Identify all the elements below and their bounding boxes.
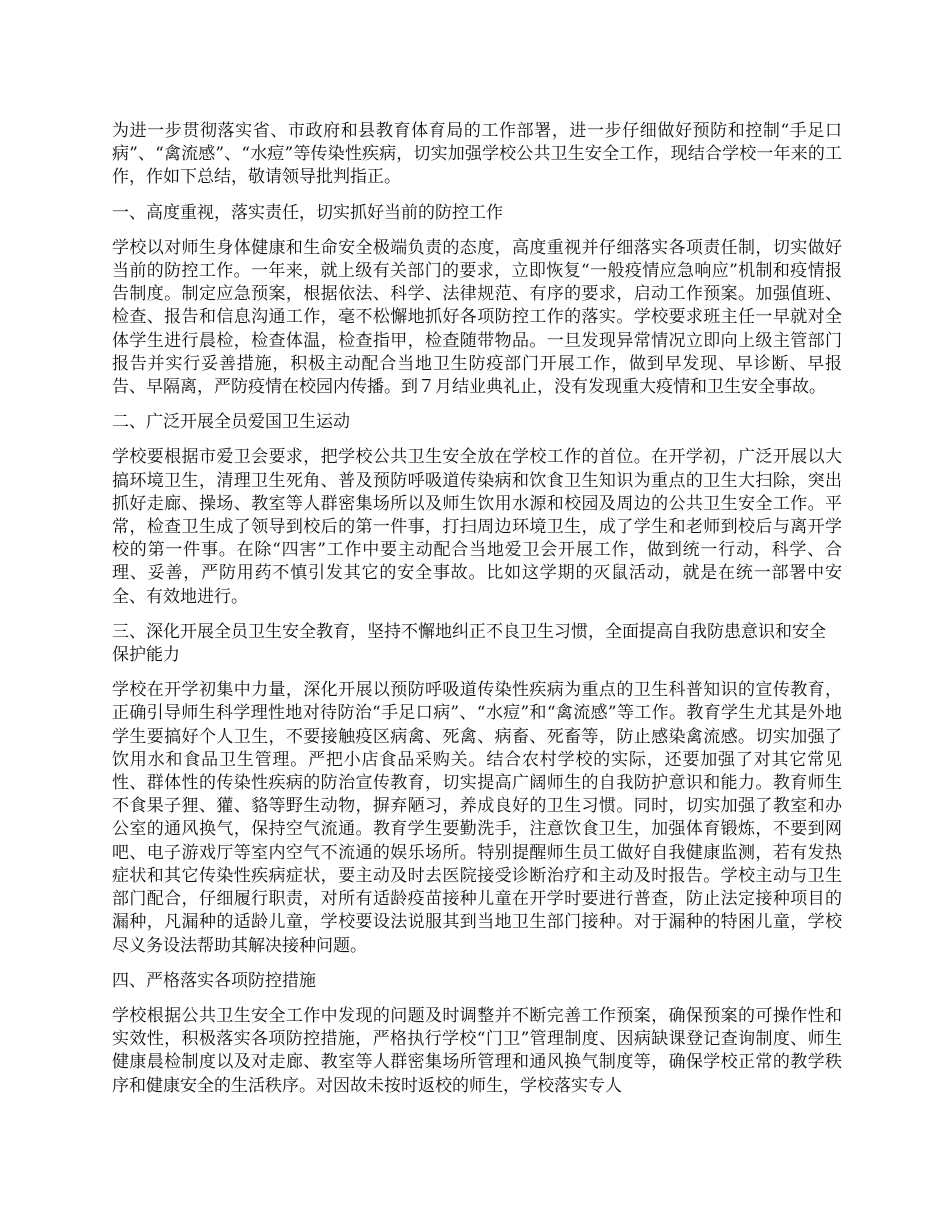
section-body-2: 学校要根据市爱卫会要求，把学校公共卫生安全放在学校工作的首位。在开学初，广泛开展以大搞环境卫生，清理卫生死角、普及预防呼吸道传染病和饮食卫生知识为重点的卫生大扫除，突出抓好走廊、操场、教室等人群密集场所以及师生饮用水源和校园及周边的公共卫生安全工作。平常，检查卫生成了领导到校后的第一件事，打扫周边环境卫生，成了学生和老师到校后与离开学校的第一件事。在除“四害”工作中要主动配合当地爱卫会开展工作，做到统一行动，科学、合理、妥善，严防用药不慎引发其它的安全事故。比如这学期的灭鼠活动，就是在统一部署中安全、有效地进行。 (112, 447, 842, 607)
intro-paragraph: 为进一步贯彻落实省、市政府和县教育体育局的工作部署，进一步仔细做好预防和控制“手足口病”、“禽流感”、“水痘”等传染性疾病，切实加强学校公共卫生安全工作，现结合学校一年来的工作，作如下总结，敬请领导批判指正。 (112, 121, 842, 188)
section-body-3: 学校在开学初集中力量，深化开展以预防呼吸道传染性疾病为重点的卫生科普知识的宣传教育，正确引导师生科学理性地对待防治“手足口病”、“水痘”和“禽流感”等工作。教育学生尤其是外地学生要搞好个人卫生，不要接触疫区病禽、死禽、病畜、死畜等，防止感染禽流感。切实加强了饮用水和食品卫生管理。严把小店食品采购关。结合农村学校的实际，还要加强了对其它常见性、群体性的传染性疾病的防治宣传教育，切实提高广阔师生的自我防护意识和能力。教育师生不食果子狸、獾、貉等野生动物，摒弃陋习，养成良好的卫生习惯。同时，切实加强了教室和办公室的通风换气，保持空气流通。教育学生要勤洗手，注意饮食卫生，加强体育锻炼，不要到网吧、电子游戏厅等室内空气不流通的娱乐场所。特别提醒师生员工做好自我健康监测，若有发热症状和其它传染性疾病症状，要主动及时去医院接受诊断治疗和主动及时报告。学校主动与卫生部门配合，仔细履行职责，对所有适龄疫苗接种儿童在开学时要进行普查，防止法定接种项目的漏种，凡漏种的适龄儿童，学校要设法说服其到当地卫生部门接种。对于漏种的特困儿童，学校尽义务设法帮助其解决接种问题。 (112, 680, 842, 956)
section-heading-4: 四、严格落实各项防控措施 (112, 970, 316, 991)
section-body-1: 学校以对师生身体健康和生命安全极端负责的态度，高度重视并仔细落实各项责任制，切实做好当前的防控工作。一年来，就上级有关部门的要求，立即恢复“一般疫情应急响应”机制和疫情报告制度。制定应急预案，根据依法、科学、法律规范、有序的要求，启动工作预案。加强值班、检查、报告和信息沟通工作，毫不松懈地抓好各项防控工作的落实。学校要求班主任一早就对全体学生进行晨检，检查体温，检查指甲，检查随带物品。一旦发现异常情况立即向上级主管部门报告并实行妥善措施，积极主动配合当地卫生防疫部门开展工作，做到早发现、早诊断、早报告、早隔离，严防疫情在校园内传播。到７月结业典礼止，没有发现重大疫情和卫生安全事故。 (112, 237, 842, 398)
document-page (112, 120, 842, 1110)
section-heading-1: 一、高度重视，落实责任，切实抓好当前的防控工作 (112, 202, 503, 223)
section-heading-3: 三、深化开展全员卫生安全教育，坚持不懈地纠正不良卫生习惯，全面提高自我防患意识和安全保护能力 (112, 621, 826, 666)
section-body-4: 学校根据公共卫生安全工作中发现的问题及时调整并不断完善工作预案，确保预案的可操作性和实效性，积极落实各项防控措施，严格执行学校“门卫”管理制度、因病缺课登记查询制度、师生健康晨检制度以及对走廊、教室等人群密集场所管理和通风换气制度等，确保学校正常的教学秩序和健康安全的生活秩序。对因故未按时返校的师生，学校落实专人 (112, 1005, 842, 1096)
section-heading-2: 二、广泛开展全员爱国卫生运动 (112, 412, 350, 433)
